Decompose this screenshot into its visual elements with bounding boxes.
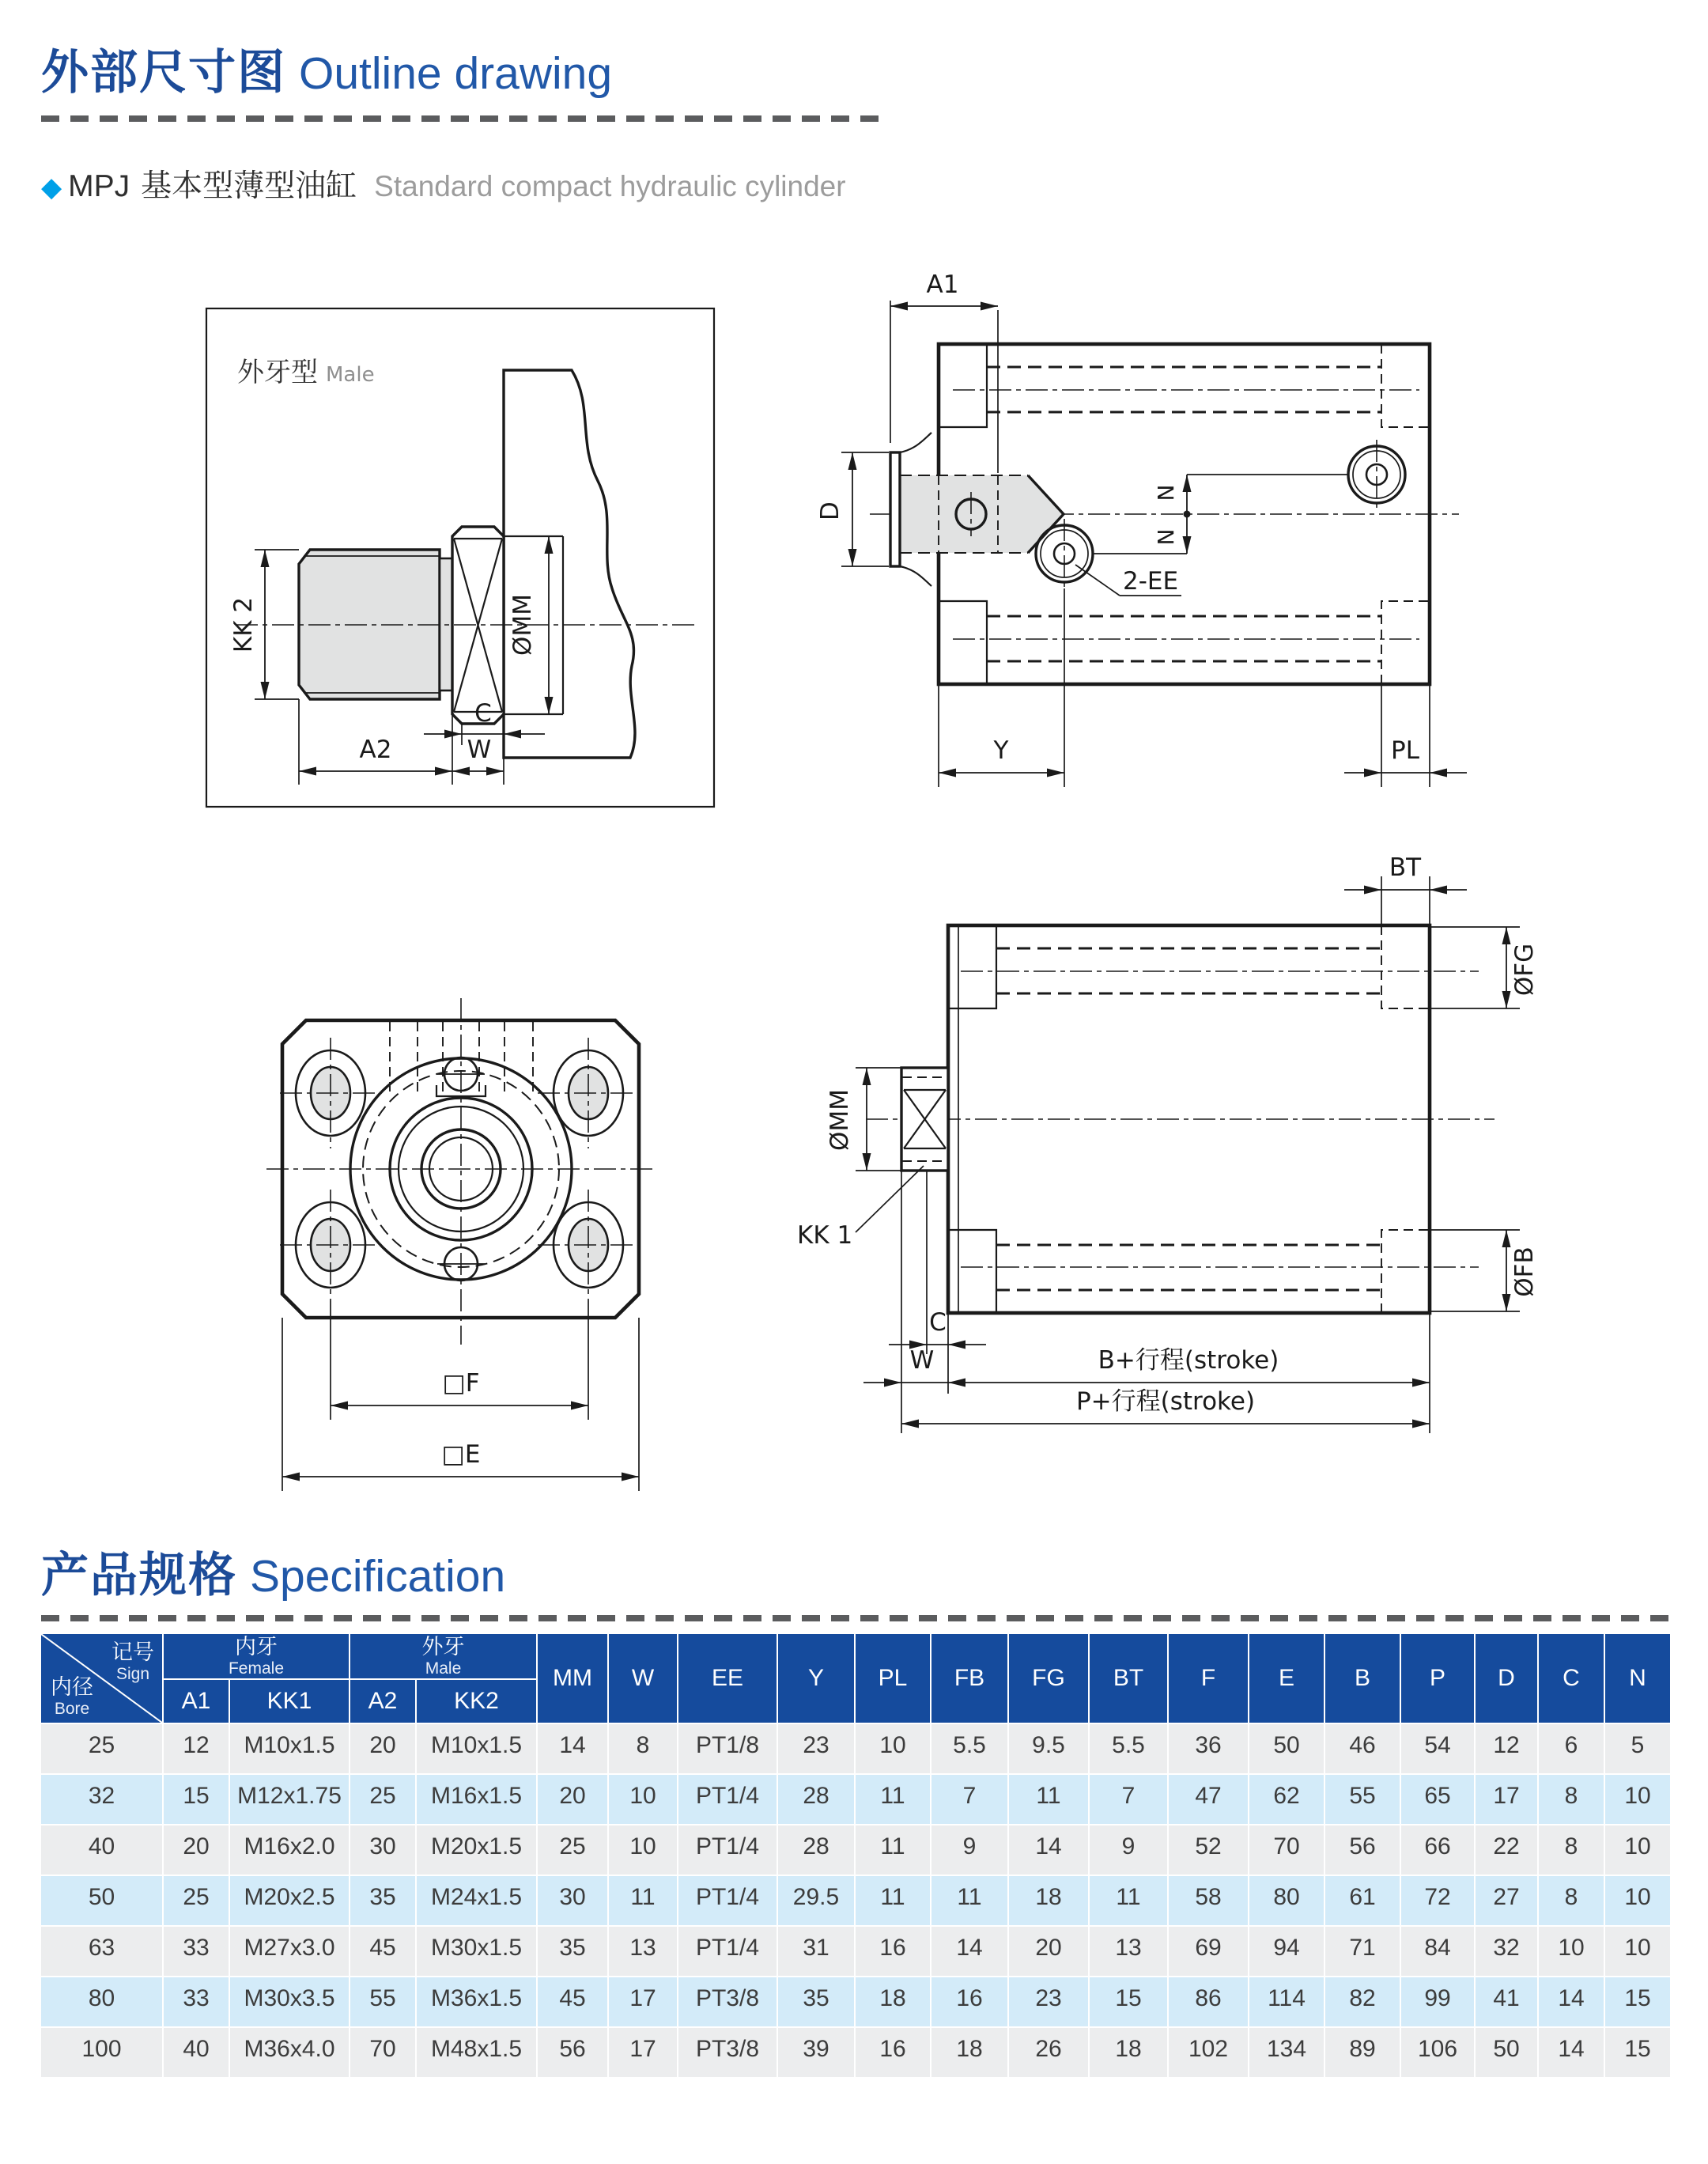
spec-cell: 106 xyxy=(1400,2027,1475,2078)
spec-cell: 10 xyxy=(1604,1875,1671,1926)
spec-cell: 84 xyxy=(1400,1926,1475,1977)
spec-cell: 10 xyxy=(1604,1825,1671,1875)
dim-n-lower: N xyxy=(1153,528,1179,546)
section2-title xyxy=(41,1549,506,1602)
col-header-y: Y xyxy=(777,1633,855,1723)
spec-cell: M24x1.5 xyxy=(416,1875,537,1926)
spec-cell: 25 xyxy=(350,1774,416,1825)
dim-a2: A2 xyxy=(359,736,392,764)
spec-cell: 33 xyxy=(163,1977,229,2027)
spec-cell: 65 xyxy=(1400,1774,1475,1825)
dim-d: D xyxy=(816,501,845,520)
section1-title xyxy=(41,46,613,99)
spec-cell: 20 xyxy=(1008,1926,1089,1977)
dim-2ee: 2-EE xyxy=(1123,567,1179,596)
spec-cell: 17 xyxy=(608,1977,678,2027)
spec-cell: 11 xyxy=(1089,1875,1168,1926)
spec-cell: 20 xyxy=(350,1723,416,1774)
col-header-mm: MM xyxy=(537,1633,608,1723)
spec-cell: 10 xyxy=(608,1774,678,1825)
spec-cell: 10 xyxy=(855,1723,931,1774)
spec-cell: 89 xyxy=(1324,2027,1400,2078)
spec-cell: 94 xyxy=(1249,1926,1324,1977)
port-circle-rear xyxy=(1348,440,1405,509)
corner-header xyxy=(40,1633,163,1723)
spec-cell: 28 xyxy=(777,1774,855,1825)
spec-cell: 7 xyxy=(931,1774,1008,1825)
dim-p-stroke: P+行程(stroke) xyxy=(1075,1387,1256,1416)
spec-cell: 11 xyxy=(855,1825,931,1875)
spec-row-bore-32 xyxy=(40,1774,1671,1825)
spec-cell: 11 xyxy=(1008,1774,1089,1825)
spec-cell: 14 xyxy=(1538,1977,1604,2027)
section1-title-zh: 外部尺寸图 xyxy=(41,46,286,99)
spec-cell: 71 xyxy=(1324,1926,1400,1977)
divider-1 xyxy=(41,115,886,122)
spec-cell: 30 xyxy=(350,1825,416,1875)
spec-cell: 11 xyxy=(931,1875,1008,1926)
dim-c-male: C xyxy=(474,699,492,728)
group-header-female: 内牙 Female xyxy=(163,1633,350,1679)
bore-cell: 100 xyxy=(40,2027,163,2078)
spec-cell: M16x1.5 xyxy=(416,1774,537,1825)
spec-cell: 47 xyxy=(1168,1774,1249,1825)
drawing-side-view xyxy=(783,854,1558,1447)
dim-f: □F xyxy=(442,1369,480,1398)
product-subtitle xyxy=(41,161,846,206)
col-header-n: N xyxy=(1604,1633,1671,1723)
spec-cell: 86 xyxy=(1168,1977,1249,2027)
spec-cell: M36x4.0 xyxy=(229,2027,350,2078)
col-header-p: P xyxy=(1400,1633,1475,1723)
sub-header-kk2: KK2 xyxy=(416,1679,537,1723)
spec-cell: 45 xyxy=(350,1926,416,1977)
spec-cell: PT1/4 xyxy=(678,1875,777,1926)
spec-cell: 14 xyxy=(931,1926,1008,1977)
spec-cell: 20 xyxy=(163,1825,229,1875)
col-header-bt: BT xyxy=(1089,1633,1168,1723)
drawing-male-thread-detail xyxy=(204,306,716,809)
spec-cell: PT3/8 xyxy=(678,1977,777,2027)
group-header-male: 外牙 Male xyxy=(350,1633,537,1679)
spec-cell: 12 xyxy=(163,1723,229,1774)
spec-cell: 13 xyxy=(1089,1926,1168,1977)
spec-cell: 45 xyxy=(537,1977,608,2027)
spec-cell: PT1/8 xyxy=(678,1723,777,1774)
spec-cell: 5 xyxy=(1604,1723,1671,1774)
spec-cell: 32 xyxy=(1475,1926,1538,1977)
bore-cell: 50 xyxy=(40,1875,163,1926)
dim-pl: PL xyxy=(1391,736,1419,765)
bore-cell: 63 xyxy=(40,1926,163,1977)
dim-fb: ØFB xyxy=(1510,1247,1539,1297)
spec-table xyxy=(40,1632,1672,2079)
spec-cell: M30x3.5 xyxy=(229,1977,350,2027)
spec-cell: 15 xyxy=(1604,1977,1671,2027)
spec-cell: 62 xyxy=(1249,1774,1324,1825)
spec-cell: 18 xyxy=(1008,1875,1089,1926)
spec-cell: M48x1.5 xyxy=(416,2027,537,2078)
bore-cell: 25 xyxy=(40,1723,163,1774)
dim-w-male: W xyxy=(467,736,492,764)
rod-thread-block xyxy=(901,1068,948,1171)
spec-cell: M16x2.0 xyxy=(229,1825,350,1875)
col-header-d: D xyxy=(1475,1633,1538,1723)
spec-cell: 20 xyxy=(537,1774,608,1825)
spec-cell: M20x2.5 xyxy=(229,1875,350,1926)
spec-cell: 35 xyxy=(350,1875,416,1926)
bore-cell: 32 xyxy=(40,1774,163,1825)
spec-cell: 10 xyxy=(608,1825,678,1875)
mounting-plate xyxy=(504,370,635,758)
spec-cell: 15 xyxy=(1604,2027,1671,2078)
spec-cell: 25 xyxy=(163,1875,229,1926)
dim-b-stroke: B+行程(stroke) xyxy=(1098,1346,1279,1375)
section1-title-en: Outline drawing xyxy=(299,48,613,99)
spec-cell: 56 xyxy=(537,2027,608,2078)
spec-cell: 11 xyxy=(855,1875,931,1926)
spec-cell: 99 xyxy=(1400,1977,1475,2027)
spec-cell: 10 xyxy=(1538,1926,1604,1977)
drawing-top-view xyxy=(816,269,1471,799)
spec-cell: M27x3.0 xyxy=(229,1926,350,1977)
spec-cell: 70 xyxy=(350,2027,416,2078)
drawing-front-view xyxy=(221,973,688,1495)
spec-cell: 50 xyxy=(1475,2027,1538,2078)
spec-cell: 5.5 xyxy=(931,1723,1008,1774)
spec-cell: 23 xyxy=(777,1723,855,1774)
spec-cell: 18 xyxy=(855,1977,931,2027)
spec-cell: 17 xyxy=(608,2027,678,2078)
spec-cell: PT1/4 xyxy=(678,1926,777,1977)
spec-cell: 35 xyxy=(537,1926,608,1977)
spec-cell: M10x1.5 xyxy=(229,1723,350,1774)
section2-title-en: Specification xyxy=(250,1551,506,1602)
spec-cell: 7 xyxy=(1089,1774,1168,1825)
spec-cell: M30x1.5 xyxy=(416,1926,537,1977)
sub-header-kk1: KK1 xyxy=(229,1679,350,1723)
spec-cell: 8 xyxy=(608,1723,678,1774)
spec-row-bore-25 xyxy=(40,1723,1671,1774)
section2-title-zh: 产品规格 xyxy=(41,1549,237,1602)
spec-cell: 16 xyxy=(931,1977,1008,2027)
spec-cell: 14 xyxy=(1538,2027,1604,2078)
spec-cell: 55 xyxy=(350,1977,416,2027)
dim-kk2: KK 2 xyxy=(229,596,258,653)
spec-cell: 14 xyxy=(1008,1825,1089,1875)
spec-cell: 30 xyxy=(537,1875,608,1926)
spec-cell: 35 xyxy=(777,1977,855,2027)
spec-cell: 5.5 xyxy=(1089,1723,1168,1774)
col-header-b: B xyxy=(1324,1633,1400,1723)
spec-row-bore-80 xyxy=(40,1977,1671,2027)
dim-mm-side: ØMM xyxy=(826,1089,854,1151)
spec-cell: 46 xyxy=(1324,1723,1400,1774)
spec-cell: 28 xyxy=(777,1825,855,1875)
spec-cell: 6 xyxy=(1538,1723,1604,1774)
spec-cell: 17 xyxy=(1475,1774,1538,1825)
spec-cell: 66 xyxy=(1400,1825,1475,1875)
spec-cell: 29.5 xyxy=(777,1875,855,1926)
spec-cell: 26 xyxy=(1008,2027,1089,2078)
spec-cell: M36x1.5 xyxy=(416,1977,537,2027)
spec-cell: 14 xyxy=(537,1723,608,1774)
sub-header-a1: A1 xyxy=(163,1679,229,1723)
male-caption-zh: 外牙型 xyxy=(237,357,318,388)
spec-cell: 70 xyxy=(1249,1825,1324,1875)
spec-cell: PT3/8 xyxy=(678,2027,777,2078)
product-name-en: Standard compact hydraulic cylinder xyxy=(374,170,846,202)
spec-cell: 13 xyxy=(608,1926,678,1977)
col-header-fg: FG xyxy=(1008,1633,1089,1723)
spec-cell: PT1/4 xyxy=(678,1774,777,1825)
col-header-fb: FB xyxy=(931,1633,1008,1723)
spec-cell: 72 xyxy=(1400,1875,1475,1926)
divider-2 xyxy=(41,1615,1668,1621)
col-header-pl: PL xyxy=(855,1633,931,1723)
spec-row-bore-100 xyxy=(40,2027,1671,2078)
spec-cell: 16 xyxy=(855,1926,931,1977)
corner-bore: 内径 Bore xyxy=(51,1674,93,1718)
dim-n-upper: N xyxy=(1153,484,1179,501)
spec-cell: 82 xyxy=(1324,1977,1400,2027)
spec-cell: 25 xyxy=(537,1825,608,1875)
diamond-bullet-icon: ◆ xyxy=(41,172,62,202)
dim-mm-male: ØMM xyxy=(508,594,537,656)
col-header-w: W xyxy=(608,1633,678,1723)
spec-row-bore-63 xyxy=(40,1926,1671,1977)
dim-a1: A1 xyxy=(926,270,959,299)
spec-cell: 114 xyxy=(1249,1977,1324,2027)
spec-cell: 10 xyxy=(1604,1774,1671,1825)
spec-row-bore-40 xyxy=(40,1825,1671,1875)
col-header-e: E xyxy=(1249,1633,1324,1723)
male-caption-en: Male xyxy=(326,363,375,387)
dim-w-side: W xyxy=(909,1346,935,1375)
spec-cell: 8 xyxy=(1538,1774,1604,1825)
spec-cell: 9 xyxy=(1089,1825,1168,1875)
col-header-f: F xyxy=(1168,1633,1249,1723)
dim-y: Y xyxy=(993,736,1009,765)
spec-cell: 18 xyxy=(1089,2027,1168,2078)
spec-cell: 36 xyxy=(1168,1723,1249,1774)
spec-cell: 12 xyxy=(1475,1723,1538,1774)
spec-cell: 80 xyxy=(1249,1875,1324,1926)
spec-cell: 11 xyxy=(608,1875,678,1926)
col-header-ee: EE xyxy=(678,1633,777,1723)
spec-cell: 27 xyxy=(1475,1875,1538,1926)
col-header-c: C xyxy=(1538,1633,1604,1723)
spec-cell: 8 xyxy=(1538,1825,1604,1875)
spec-cell: 50 xyxy=(1249,1723,1324,1774)
spec-cell: M10x1.5 xyxy=(416,1723,537,1774)
dim-c-side: C xyxy=(929,1308,947,1337)
spec-cell: PT1/4 xyxy=(678,1825,777,1875)
spec-cell: 23 xyxy=(1008,1977,1089,2027)
dim-bt: BT xyxy=(1389,853,1422,882)
bore-cell: 80 xyxy=(40,1977,163,2027)
dim-e: □E xyxy=(441,1440,481,1469)
spec-cell: 10 xyxy=(1604,1926,1671,1977)
spec-cell: 22 xyxy=(1475,1825,1538,1875)
spec-cell: 33 xyxy=(163,1926,229,1977)
spec-cell: 55 xyxy=(1324,1774,1400,1825)
product-model: MPJ xyxy=(68,169,130,203)
spec-cell: 102 xyxy=(1168,2027,1249,2078)
spec-cell: 18 xyxy=(931,2027,1008,2078)
spec-cell: 9 xyxy=(931,1825,1008,1875)
corner-sign: 记号 Sign xyxy=(111,1640,154,1684)
spec-cell: 54 xyxy=(1400,1723,1475,1774)
spec-cell: M20x1.5 xyxy=(416,1825,537,1875)
spec-cell: 15 xyxy=(1089,1977,1168,2027)
dim-kk1: KK 1 xyxy=(797,1221,853,1250)
spec-cell: 56 xyxy=(1324,1825,1400,1875)
spec-cell: 15 xyxy=(163,1774,229,1825)
spec-cell: M12x1.75 xyxy=(229,1774,350,1825)
spec-cell: 39 xyxy=(777,2027,855,2078)
spec-cell: 61 xyxy=(1324,1875,1400,1926)
spec-cell: 31 xyxy=(777,1926,855,1977)
spec-cell: 16 xyxy=(855,2027,931,2078)
spec-row-bore-50 xyxy=(40,1875,1671,1926)
spec-cell: 9.5 xyxy=(1008,1723,1089,1774)
spec-cell: 41 xyxy=(1475,1977,1538,2027)
product-name-zh: 基本型薄型油缸 xyxy=(141,169,357,203)
spec-cell: 11 xyxy=(855,1774,931,1825)
spec-table-body xyxy=(40,1723,1671,2078)
bore-cell: 40 xyxy=(40,1825,163,1875)
spec-cell: 58 xyxy=(1168,1875,1249,1926)
spec-cell: 8 xyxy=(1538,1875,1604,1926)
spec-cell: 52 xyxy=(1168,1825,1249,1875)
spec-cell: 69 xyxy=(1168,1926,1249,1977)
spec-cell: 40 xyxy=(163,2027,229,2078)
dim-fg: ØFG xyxy=(1510,943,1539,997)
sub-header-a2: A2 xyxy=(350,1679,416,1723)
spec-cell: 134 xyxy=(1249,2027,1324,2078)
